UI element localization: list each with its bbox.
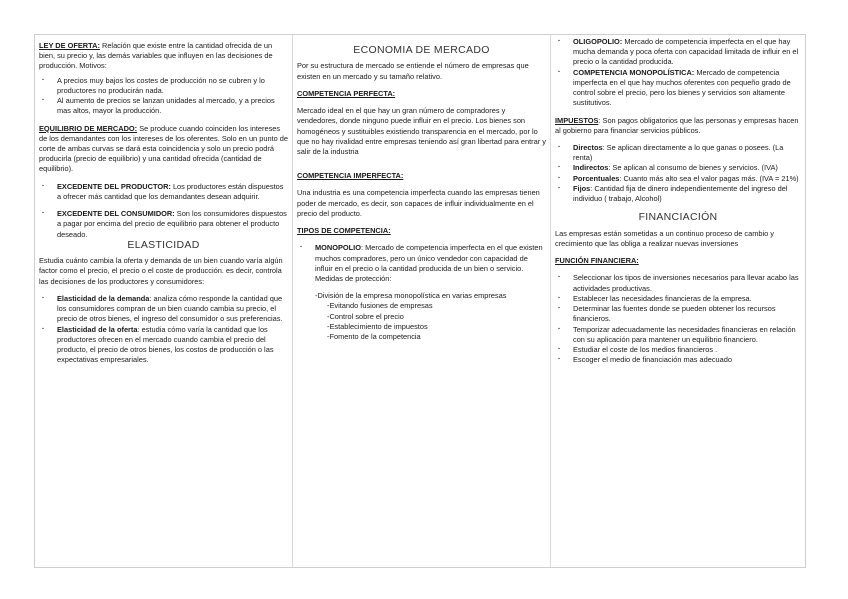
excedente-consumidor-text: Son los consumidores dispuestos a pagar por encima del precio de equilibrio para obtener el producto deseado. — [57, 209, 287, 239]
impuestos-heading: IMPUESTOS — [555, 115, 599, 125]
excedente-productor-heading: EXCEDENTE DEL PRODUCTOR: — [57, 181, 171, 191]
excedente-productor-text: Los productores están dispuestos a ofrecer más cantidad que los demandantes desean adquirir. — [57, 181, 284, 201]
monopolio-heading: MONOPOLIO — [315, 243, 361, 253]
elasticidad-oferta-text: : estudia cómo varía la cantidad que los productores ofrecen en el mercado cuando cambia el precio del producto, el precio de otros bienes, los costos de producción o las expectativas empresariales. — [57, 324, 274, 365]
tipos-competencia-heading: TIPOS DE COMPETENCIA: — [297, 226, 391, 236]
list-item: · Al aumento de precios se lanzan unidades al mercado, y a precios mas altos, mayor la producción. — [39, 96, 288, 116]
list-item: · Seleccionar los tipos de inversiones necesarios para llevar acabo las actividades productivas. — [555, 273, 801, 293]
impuestos-paragraph — [555, 116, 801, 136]
elasticidad-list — [39, 294, 288, 366]
document-page — [34, 34, 806, 568]
column-left — [35, 35, 293, 567]
financiacion-text: Las empresas están sometidas a un continuo proceso de cambio y crecimiento que las obliga a realizar nuevas inversiones — [555, 228, 774, 248]
oligopolio-text: Mercado de competencia imperfecta en el que hay mucha demanda y poca oferta con capacidad limitada de influir en el precio o la cantidad producida. — [573, 37, 799, 67]
ley-oferta-list — [39, 76, 288, 117]
funcion-financiera-list — [555, 273, 801, 365]
list-item: · Determinar las fuentes donde se pueden obtener los recursos financieros. — [555, 304, 801, 324]
list-item — [39, 182, 288, 202]
oligopolio-heading: OLIGOPOLIO: — [573, 37, 623, 46]
impuestos-text: : Son pagos obligatorios que las personas y empresas hacen al gobierno para financiar servicios públicos. — [555, 115, 799, 135]
equilibrio-paragraph — [39, 124, 288, 175]
fijos-heading: Fijos — [573, 183, 591, 193]
financiacion-title: FINANCIACIÓN — [638, 211, 718, 224]
porcentuales-heading: Porcentuales — [573, 173, 620, 183]
list-item: · Establecer las necesidades financieras de la empresa. — [555, 294, 801, 304]
elasticidad-demanda-heading: Elasticidad de la demanda — [57, 293, 150, 303]
list-item — [555, 184, 801, 204]
list-item — [39, 209, 288, 240]
indirectos-text: : Se aplican al consumo de bienes y servicios. (IVA) — [608, 163, 778, 173]
monopolio-text: : Mercado de competencia imperfecta en el que existen muchos compradores, pero un único vendedor con capacidad de influir en el precio o la cantidad producida de un bien o servicio. Medidas de protección: — [315, 243, 543, 283]
competencia-monopolistica-heading: COMPETENCIA MONOPOLÍSTICA: — [573, 67, 695, 77]
funcion-financiera-heading: FUNCIÓN FINANCIERA: — [555, 256, 639, 266]
ley-oferta-paragraph — [39, 41, 288, 72]
competencia-imperfecta-heading: COMPETENCIA IMPERFECTA: — [297, 171, 404, 181]
list-item: · Estudiar el coste de los medios financieros . — [555, 345, 801, 355]
ley-oferta-text: Relación que existe entre la cantidad ofrecida de un bien, su precio y, las demás variables que influyen en las decisiones de producción. Motivos: — [39, 41, 273, 71]
economia-mercado-title: ECONOMIA DE MERCADO — [353, 44, 490, 56]
elasticidad-title: ELASTICIDAD — [127, 238, 200, 251]
competencia-perfecta-text: Mercado ideal en el que hay un gran número de compradores y vendedores, donde ninguno puede influir en el precio. Los bienes son homogéneos y sustituibles existiendo transparencia en el mercado, por lo que no hay rivalidad entre empresas teniendo así gran libertad para entrar y salir de la industria — [297, 106, 546, 157]
medida-item: -Fomento de la competencia — [327, 332, 421, 342]
tipos-list — [297, 243, 546, 284]
medidas-list — [297, 301, 546, 342]
directos-heading: Directos — [573, 142, 603, 152]
elasticidad-text: Estudia cuánto cambia la oferta y demanda de un bien cuando varía algún factor como el precio, el precio o el coste de producción. es decir, controla las decisiones de los productores y consumidores: — [39, 256, 283, 286]
estructura-intro: Por su estructura de mercado se entiende el número de empresas que existen en un mercado y su tamaño relativo. — [297, 61, 529, 81]
elasticidad-demanda-text: : analiza cómo responde la cantidad que los consumidores compran de un bien cuando cambia su precio, el precio de otros bienes, el ingreso del consumidor o sus preferencias. — [57, 293, 283, 324]
directos-text: : Se aplican directamente a lo que ganas o posees. (La renta) — [573, 142, 784, 163]
elasticidad-oferta-heading: Elasticidad de la oferta — [57, 324, 138, 334]
list-item: · Temporizar adecuadamente las necesidades financieras en relación con su aplicación para mantener un equilibrio financiero. — [555, 325, 801, 345]
indirectos-heading: Indirectos — [573, 163, 609, 173]
division-text: -División de la empresa monopolística en varias empresas — [315, 291, 507, 301]
fijos-text: : Cantidad fija de dinero independientemente del ingreso del individuo ( trabajo, Alcohol) — [573, 183, 788, 204]
porcentuales-text: : Cuanto más alto sea el valor pagas más. (IVA = 21%) — [619, 173, 799, 183]
excedentes-list — [39, 182, 288, 240]
list-item — [39, 294, 288, 325]
medida-item: -Establecimiento de impuestos — [327, 321, 428, 331]
list-item — [555, 174, 801, 184]
competencia-imperfecta-text: Una industria es una competencia imperfecta cuando las empresas tienen poder de mercado, es decir, son capaces de influir individualmente en el precio del producto. — [297, 188, 540, 218]
column-middle — [293, 35, 551, 567]
list-item — [39, 325, 288, 366]
equilibrio-text: Se produce cuando coinciden los intereses de los demandantes con los intereses de los oferentes. Solo en un punto de corte de ambas curvas se dará esta coincidencia y solo un precio podrá producirla (precio de equilibrio) y una cantidad ofrecida (cantidad de equilibrio). — [39, 123, 288, 174]
list-item — [555, 37, 801, 68]
equilibrio-heading: EQUILIBRIO DE MERCADO: — [39, 123, 138, 133]
list-item: · A precios muy bajos los costes de producción no se cubren y lo productores no producirán nada. — [39, 76, 288, 96]
list-item: · Escoger el medio de financiación mas adecuado — [555, 355, 801, 365]
list-item — [297, 243, 546, 284]
medida-item: -Control sobre el precio — [327, 311, 404, 321]
competencia-monopolistica-text: Mercado de competencia imperfecta en el que hay muchos oferentes con pequeño grado de control sobre el precio, pero los bienes y servicios son altamente sustitutivos. — [573, 67, 791, 108]
ley-oferta-heading: LEY DE OFERTA: — [39, 41, 100, 50]
list-item — [555, 68, 801, 109]
list-item — [555, 143, 801, 163]
excedente-consumidor-heading: EXCEDENTE DEL CONSUMIDOR: — [57, 209, 175, 219]
competencia-tipos-list — [555, 37, 801, 109]
list-item — [555, 163, 801, 173]
competencia-perfecta-heading: COMPETENCIA PERFECTA: — [297, 88, 396, 98]
impuestos-list — [555, 143, 801, 204]
column-right — [551, 35, 805, 567]
medida-item: -Evitando fusiones de empresas — [327, 301, 433, 311]
